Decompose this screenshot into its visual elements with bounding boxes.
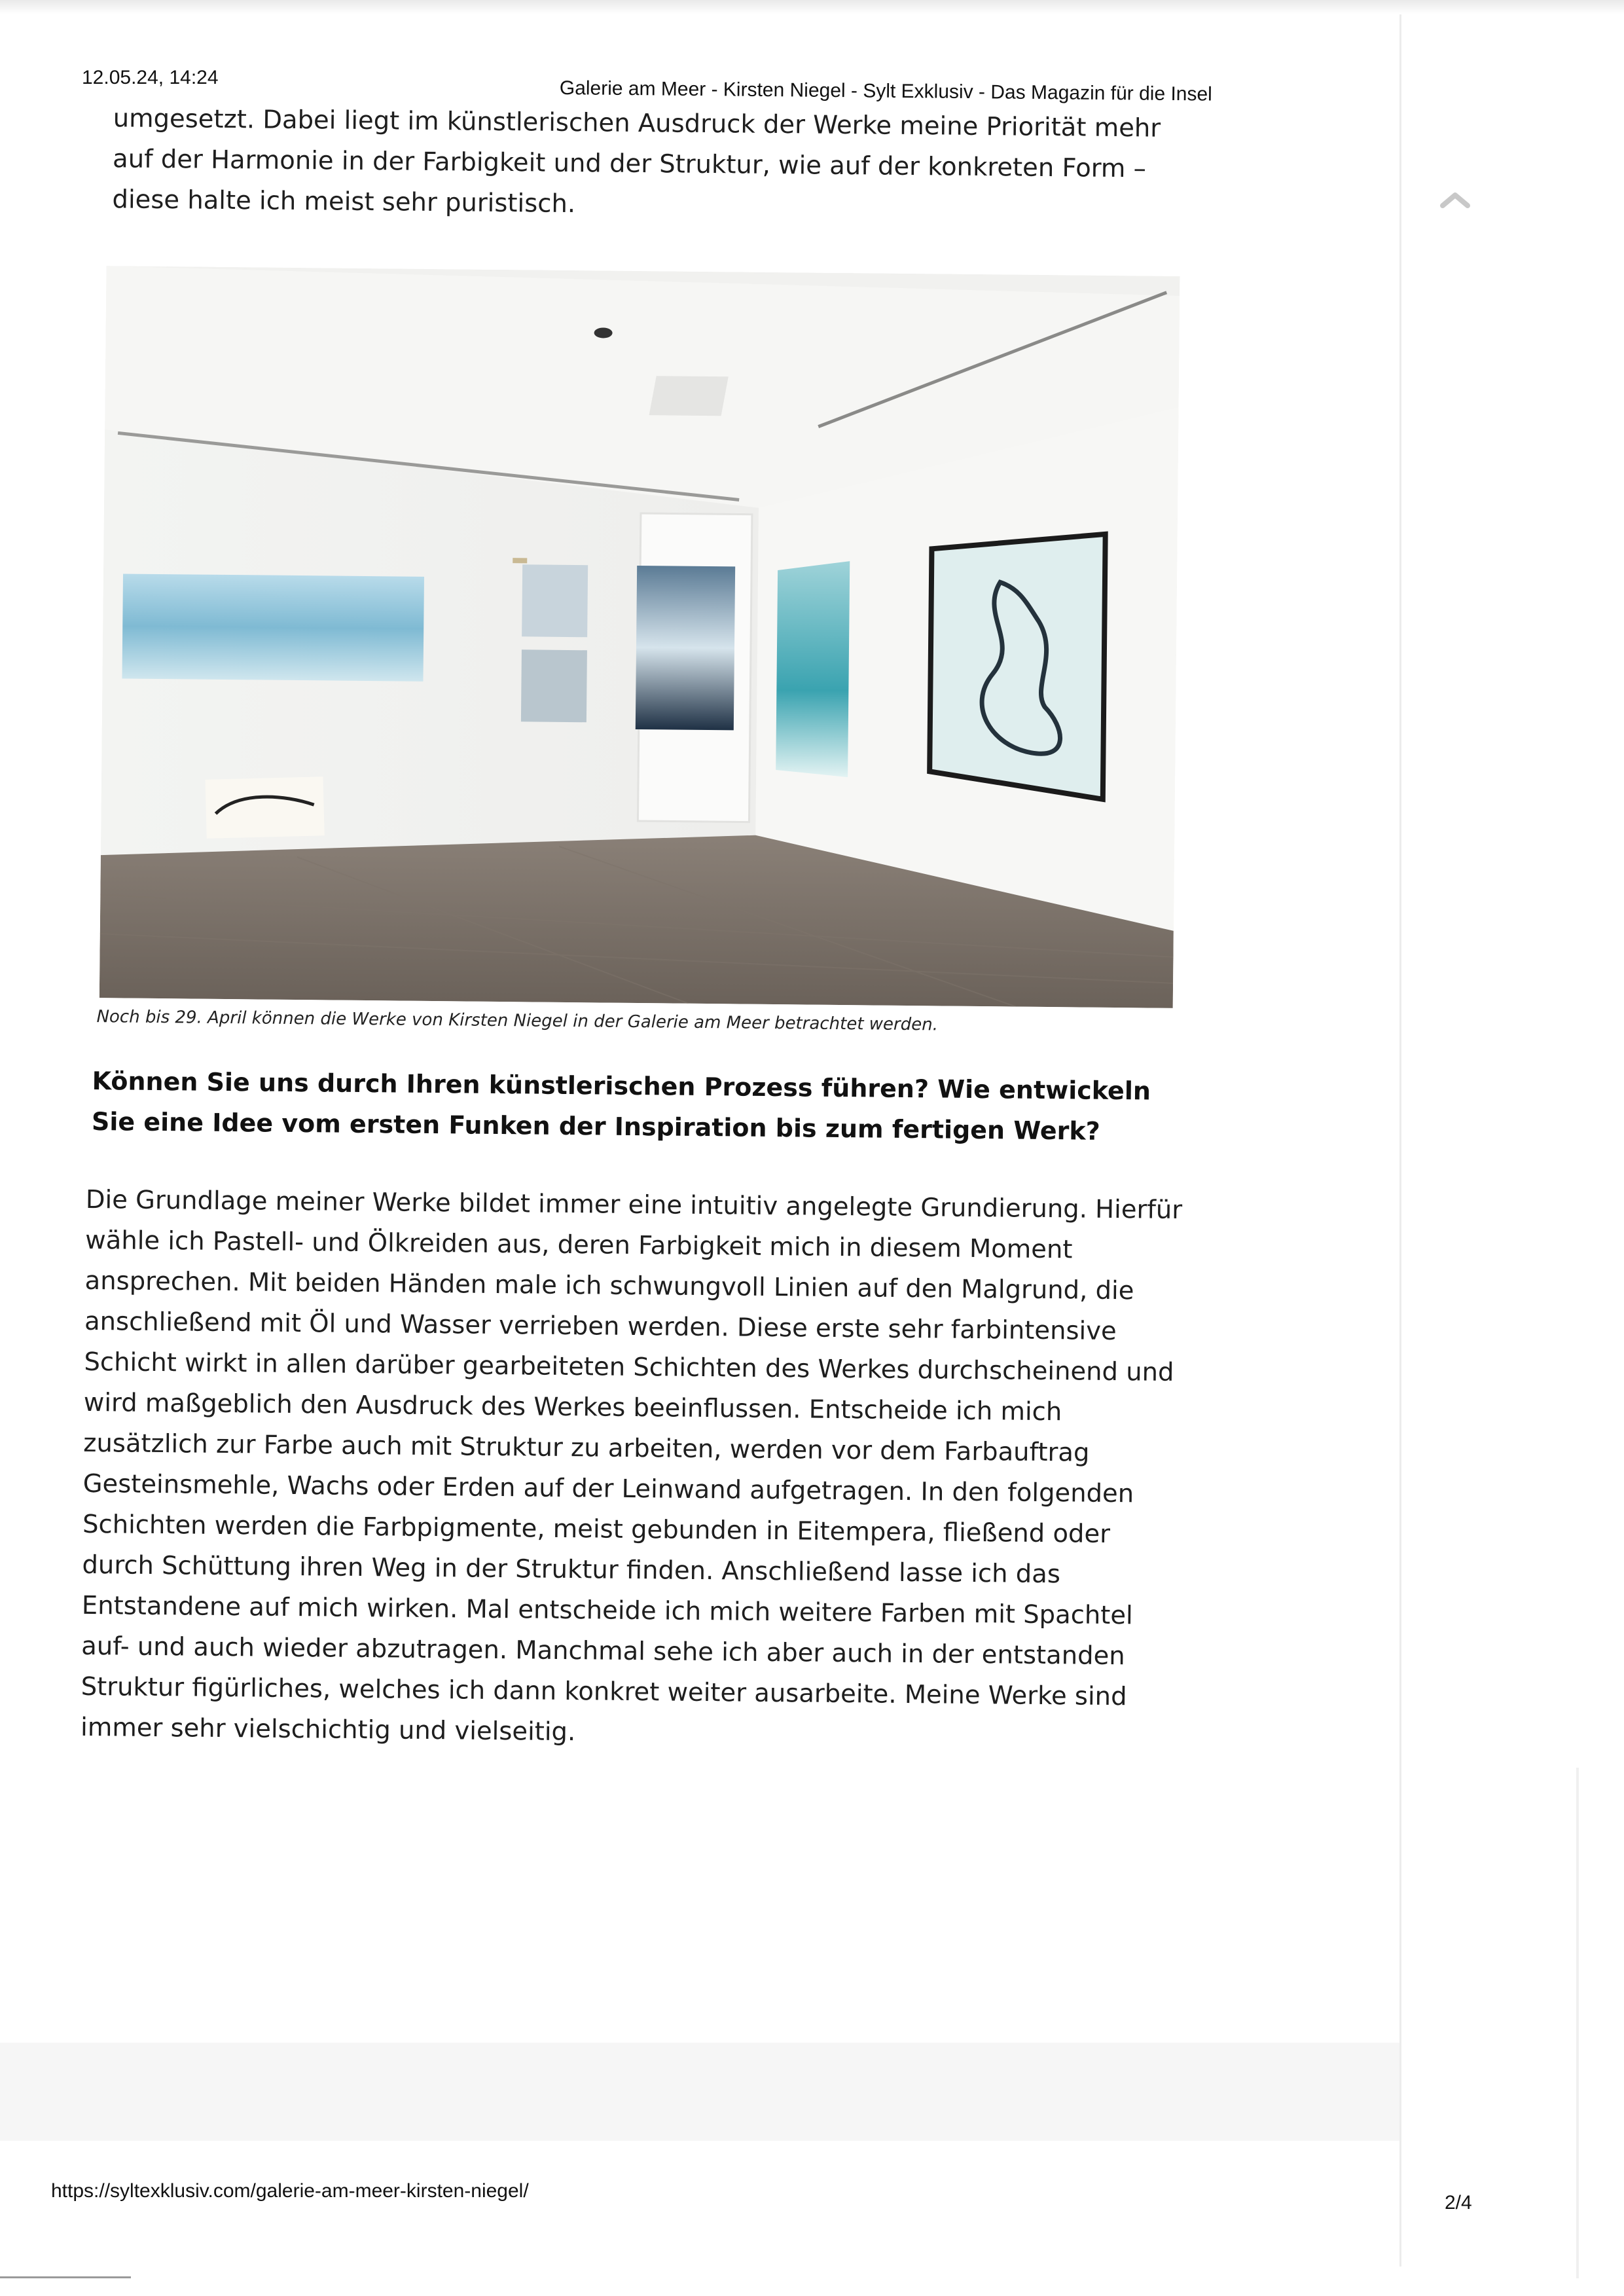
print-url: https://syltexklusiv.com/galerie-am-meer-kirsten-niegel/ [51,2180,529,2202]
page-number: 2/4 [1445,2192,1472,2214]
scan-divider-line-lower [1576,1768,1579,2278]
chevron-up-icon[interactable] [1440,190,1470,210]
print-datetime: 12.05.24, 14:24 [82,67,219,88]
article-content [79,98,1195,1758]
article-paragraph-intro: umgesetzt. Dabei liegt im künstlerischen Ausdruck der Werke meine Priorität mehr auf der Harmonie in der Farbigkeit und der Struktur, wie auf der konkreten Form – diese halte ich meist sehr puristisch. [112,103,1161,219]
scan-edge-top [0,0,1624,14]
scan-divider-line [1399,14,1401,2267]
print-page-title: Galerie am Meer - Kirsten Niegel - Sylt Exklusiv - Das Magazin für die Insel [559,77,1212,105]
scan-edge-bottom [0,2276,131,2278]
interview-question: Können Sie uns durch Ihren künstlerischen Prozess führen? Wie entwickeln Sie eine Idee vom ersten Funken der Inspiration bis zum fertigen Werk? [91,1066,1151,1146]
image-caption: Noch bis 29. April können die Werke von Kirsten Niegel in der Galerie am Meer betrachtet werden. [96,1007,939,1035]
gallery-photo [99,266,1180,1008]
scan-footer-band [0,2043,1399,2141]
interview-answer: Die Grundlage meiner Werke bildet immer eine intuitiv angelegte Grundierung. Hierfür wähle ich Pastell- und Ölkreiden aus, deren Farbigkeit mich in diesem Moment ansprechen. Mit beiden Händen male ich schwungvoll Linien auf den Malgrund, die anschließend mit Öl und Wasser verrieben werden. Diese erste sehr farbintensive Schicht wirkt in allen darüber gearbeiteten Schichten des Werkes durchscheinend und wird maßgeblich den Ausdruck des Werkes beeinflussen. Entscheide ich mich zusätzlich zur Farbe auch mit Struktur zu arbeiten, werden vor dem Farbauftrag Gesteinsmehle, Wachs oder Erden auf der Leinwand aufgetragen. In den folgenden Schichten werden die Farbpigmente, meist gebunden in Eitempera, fließend oder durch Schüttung ihren Weg in der Struktur finden. Anschließend lasse ich das Entstandene auf mich wirken. Mal entscheide ich mich weitere Farben mit Spachtel auf- und auch wieder abzutragen. Manchmal sehe ich aber auch in der entstanden Struktur figürliches, welches ich dann konkret weiter ausarbeite. Meine Werke sind immer sehr vielschichtig und vielseitig. [80,1184,1183,1747]
